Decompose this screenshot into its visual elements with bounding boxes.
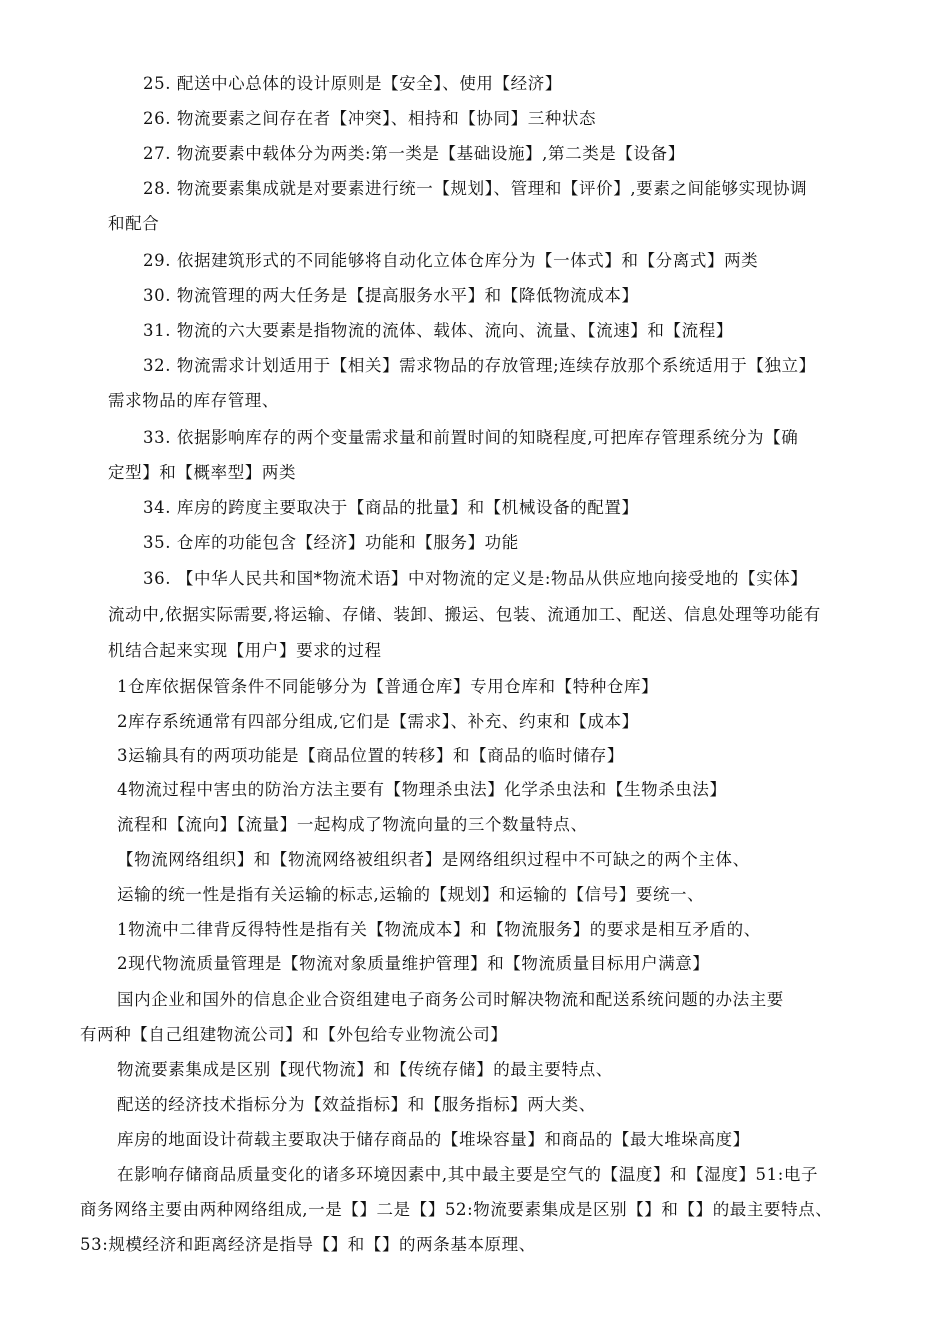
- text-line: 需求物品的库存管理、: [108, 391, 279, 410]
- text-line: 32. 物流需求计划适用于【相关】需求物品的存放管理;连续存放那个系统适用于【独立】: [143, 356, 816, 375]
- text-line: 和配合: [108, 214, 160, 233]
- text-line: 3运输具有的两项功能是【商品位置的转移】和【商品的临时储存】: [117, 746, 624, 765]
- text-line: 31. 物流的六大要素是指物流的流体、载体、流向、流量、【流速】和【流程】: [143, 321, 733, 340]
- text-line: 流程和【流向】【流量】一起构成了物流向量的三个数量特点、: [117, 815, 588, 834]
- text-line: 物流要素集成是区别【现代物流】和【传统存储】的最主要特点、: [117, 1060, 613, 1079]
- text-line: 28. 物流要素集成就是对要素进行统一【规划】、管理和【评价】,要素之间能够实现协调: [143, 179, 808, 198]
- text-line: 商务网络主要由两种网络组成,一是【】二是【】52:物流要素集成是区别【】和【】的最主要特点、: [80, 1200, 833, 1219]
- text-line: 26. 物流要素之间存在者【冲突】、相持和【协同】三种状态: [143, 109, 597, 128]
- text-line: 机结合起来实现【用户】要求的过程: [108, 641, 382, 660]
- text-line: 运输的统一性是指有关运输的标志,运输的【规划】和运输的【信号】要统一、: [117, 885, 705, 904]
- text-line: 33. 依据影响库存的两个变量需求量和前置时间的知晓程度,可把库存管理系统分为【确: [143, 428, 799, 447]
- text-line: 27. 物流要素中载体分为两类:第一类是【基础设施】,第二类是【设备】: [143, 144, 685, 163]
- text-line: 30. 物流管理的两大任务是【提高服务水平】和【降低物流成本】: [143, 286, 639, 305]
- text-line: 25. 配送中心总体的设计原则是【安全】、使用【经济】: [143, 74, 562, 93]
- text-line: 1仓库依据保管条件不同能够分为【普通仓库】专用仓库和【特种仓库】: [117, 677, 659, 696]
- text-line: 2现代物流质量管理是【物流对象质量维护管理】和【物流质量目标用户满意】: [117, 954, 710, 973]
- text-line: 国内企业和国外的信息企业合资组建电子商务公司时解决物流和配送系统问题的办法主要: [117, 990, 784, 1009]
- text-line: 库房的地面设计荷载主要取决于储存商品的【堆垛容量】和商品的【最大堆垛高度】: [117, 1130, 750, 1149]
- text-line: 53:规模经济和距离经济是指导【】和【】的两条基本原理、: [80, 1235, 536, 1254]
- text-line: 35. 仓库的功能包含【经济】功能和【服务】功能: [143, 533, 519, 552]
- text-line: 在影响存储商品质量变化的诸多环境因素中,其中最主要是空气的【温度】和【湿度】51:电子: [117, 1165, 819, 1184]
- text-line: 配送的经济技术指标分为【效益指标】和【服务指标】两大类、: [117, 1095, 596, 1114]
- text-line: 有两种【自己组建物流公司】和【外包给专业物流公司】: [80, 1025, 508, 1044]
- text-line: 定型】和【概率型】两类: [108, 463, 297, 482]
- text-line: 1物流中二律背反得特性是指有关【物流成本】和【物流服务】的要求是相互矛盾的、: [117, 920, 761, 939]
- text-line: 34. 库房的跨度主要取决于【商品的批量】和【机械设备的配置】: [143, 498, 639, 517]
- text-line: 【物流网络组织】和【物流网络被组织者】是网络组织过程中不可缺之的两个主体、: [117, 850, 750, 869]
- text-line: 4物流过程中害虫的防治方法主要有【物理杀虫法】化学杀虫法和【生物杀虫法】: [117, 780, 727, 799]
- text-line: 29. 依据建筑形式的不同能够将自动化立体仓库分为【一体式】和【分离式】两类: [143, 251, 759, 270]
- text-line: 36. 【中华人民共和国*物流术语】中对物流的定义是:物品从供应地向接受地的【实体】: [143, 569, 808, 588]
- text-line: 2库存系统通常有四部分组成,它们是【需求】、补充、约束和【成本】: [117, 712, 639, 731]
- text-line: 流动中,依据实际需要,将运输、存储、装卸、搬运、包装、流通加工、配送、信息处理等功能有: [108, 605, 821, 624]
